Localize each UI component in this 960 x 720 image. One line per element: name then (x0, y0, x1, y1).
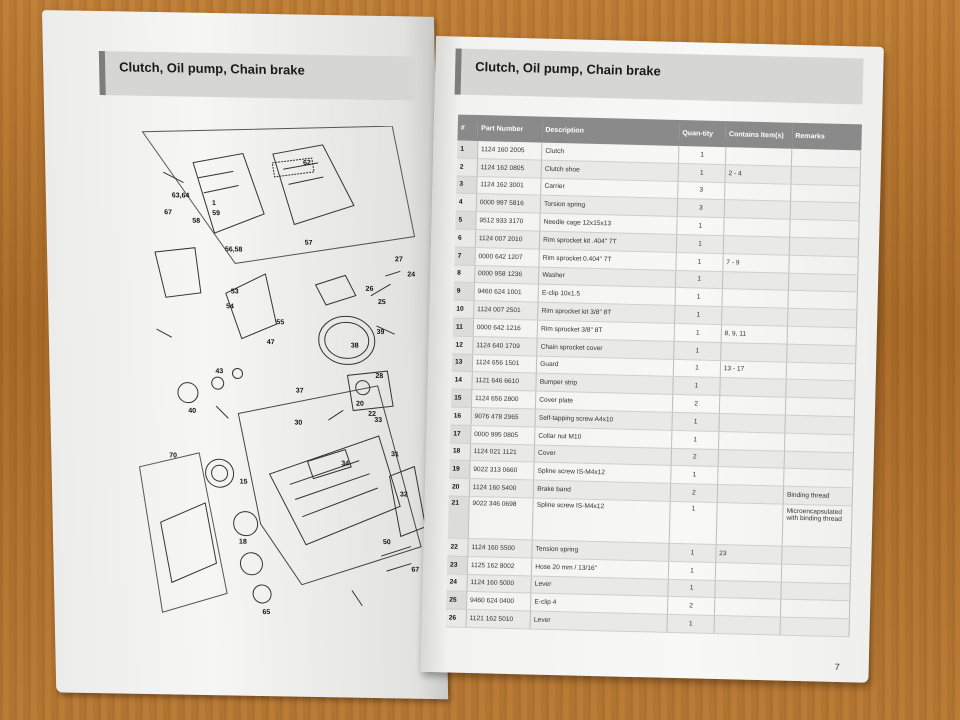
table-cell-part: 1121 646 6610 (472, 372, 537, 391)
table-cell-part: 0000 997 5816 (476, 194, 541, 213)
table-cell-qty: 1 (677, 217, 724, 236)
callout-label: 32 (399, 491, 408, 499)
right-page-title: Clutch, Oil pump, Chain brake (455, 48, 864, 104)
table-cell-part: 9076 478 2965 (471, 407, 536, 426)
callout-label: 24 (407, 271, 416, 279)
table-cell-qty: 2 (668, 597, 715, 616)
table-cell-num: 26 (446, 609, 467, 627)
table-cell-part: 1124 021 1121 (470, 443, 535, 462)
table-cell-items (723, 218, 790, 237)
table-cell-remarks (784, 451, 853, 470)
table-cell-qty: 1 (676, 252, 723, 271)
callout-label: 59 (212, 210, 221, 218)
callout-label: 20 (355, 400, 364, 408)
table-cell-num: 18 (450, 443, 471, 461)
table-cell-items (724, 182, 791, 201)
callout-label: 15 (239, 478, 248, 486)
table-cell-part: 9022 313 0660 (470, 461, 535, 480)
callout-label: 47 (266, 338, 275, 347)
table-cell-num: 2 (457, 158, 478, 176)
left-page-title: Clutch, Oil pump, Chain brake (99, 51, 416, 101)
table-cell-part: 1124 162 3001 (477, 176, 542, 195)
callout-label: 40 (188, 407, 197, 415)
table-cell-desc: Cover (534, 445, 671, 466)
table-cell-desc: Chain sprocket cover (537, 338, 674, 359)
table-cell-num: 7 (454, 247, 475, 265)
table-cell-items (719, 396, 786, 415)
table-cell-remarks (791, 184, 860, 203)
table-cell-qty: 1 (674, 341, 721, 360)
table-cell-remarks (788, 291, 857, 310)
table-cell-desc: Washer (539, 267, 676, 288)
callout-label: 57 (304, 239, 313, 247)
table-cell-qty: 1 (669, 561, 716, 580)
column-header: Quan-tity (679, 120, 726, 147)
table-cell-desc: Lever (530, 611, 667, 632)
table-cell-desc: Cover plate (536, 391, 673, 412)
table-cell-items: 13 - 17 (720, 360, 787, 379)
table-cell-qty: 1 (669, 501, 717, 544)
table-cell-desc: Lever (531, 576, 668, 597)
table-cell-num: 8 (454, 265, 475, 283)
table-cell-qty: 1 (673, 377, 720, 396)
table-cell-part: 1124 640 1709 (473, 336, 538, 355)
table-cell-desc: Collar nut M10 (535, 427, 672, 448)
callout-label: 18 (238, 538, 247, 546)
table-cell-remarks: Microencapsulated with binding thread (782, 504, 852, 548)
table-cell-desc: Clutch (542, 143, 679, 164)
column-header: # (457, 115, 478, 141)
table-cell-items (715, 562, 782, 581)
table-cell-desc: Hose 20 mm / 13/16" (532, 558, 669, 579)
callout-label: 50 (382, 539, 391, 547)
exploded-parts-diagram (122, 121, 433, 637)
callout-label: 54 (226, 303, 234, 311)
table-cell-desc: Rim sprocket 0.404" 7T (539, 249, 676, 270)
table-cell-num: 12 (452, 336, 473, 354)
table-cell-items (722, 271, 789, 290)
table-cell-num: 17 (450, 425, 471, 443)
table-cell-desc: Torsion spring (540, 195, 677, 216)
table-cell-qty: 3 (678, 181, 725, 200)
table-cell-part: 9512 933 3170 (476, 212, 541, 231)
table-cell-part: 1124 160 2005 (477, 141, 542, 160)
table-cell-qty: 1 (676, 234, 723, 253)
table-cell-remarks (787, 326, 856, 345)
table-cell-qty: 1 (674, 323, 721, 342)
callout-label: 38 (350, 342, 359, 350)
table-cell-desc: Guard (536, 356, 673, 377)
table-cell-part: 1124 160 5500 (468, 538, 533, 557)
table-cell-remarks (785, 433, 854, 452)
callout-label: 31 (391, 451, 399, 459)
callout-label: 1 (211, 200, 216, 208)
table-cell-desc: Rim sprocket kit 3/8" 8T (538, 302, 675, 323)
table-cell-num: 15 (451, 389, 472, 407)
right-page (420, 36, 883, 683)
column-header: Remarks (792, 123, 862, 151)
table-cell-items (720, 378, 787, 397)
table-cell-num: 10 (453, 300, 474, 318)
table-cell-part: 1124 656 1501 (472, 354, 537, 373)
table-cell-qty: 3 (677, 199, 724, 218)
table-cell-qty: 1 (672, 430, 719, 449)
callout-label: 34 (341, 460, 350, 468)
table-cell-part: 1124 162 0805 (477, 158, 542, 177)
table-cell-items (722, 289, 789, 308)
callout-label: 25 (377, 298, 386, 307)
table-cell-qty: 1 (671, 466, 718, 485)
table-cell-part: 0000 642 1216 (473, 318, 538, 337)
table-cell-num: 21 (448, 496, 469, 538)
table-cell-part: 1124 007 2010 (475, 230, 540, 249)
table-cell-part: 9460 624 0400 (466, 592, 531, 611)
table-cell-desc: E-clip 4 (531, 593, 668, 614)
table-cell-remarks (788, 273, 857, 292)
table-cell-items (717, 485, 784, 504)
table-cell-qty: 1 (675, 306, 722, 325)
table-cell-qty: 1 (678, 163, 725, 182)
column-header: Part Number (478, 115, 543, 143)
table-cell-remarks (787, 344, 856, 363)
table-cell-num: 3 (456, 176, 477, 194)
callout-label: 30 (294, 419, 303, 427)
table-cell-items: 23 (715, 544, 782, 563)
table-cell-items: 7 - 9 (723, 253, 790, 272)
table-cell-qty: 1 (672, 412, 719, 431)
callout-label: 33 (374, 416, 383, 425)
table-cell-part: 0000 642 1207 (475, 247, 540, 266)
table-cell-qty: 1 (679, 146, 726, 164)
table-cell-num: 14 (451, 371, 472, 389)
table-cell-remarks (789, 255, 858, 274)
column-header: Description (542, 117, 680, 146)
table-cell-qty: 2 (673, 395, 720, 414)
table-cell-desc: Clutch shoe (541, 160, 678, 181)
callout-label: 62 (302, 159, 311, 167)
table-cell-part: 1125 162 8002 (467, 556, 532, 575)
table-cell-qty: 1 (675, 288, 722, 307)
callout-label: 58 (192, 217, 201, 225)
table-cell-desc: Tension spring (532, 540, 669, 561)
table-cell-part: 1124 160 5400 (469, 479, 534, 498)
table-cell-num: 5 (455, 211, 476, 229)
table-cell-part: 1124 160 5000 (467, 574, 532, 593)
right-page-number: 7 (834, 661, 840, 673)
parts-table (446, 115, 862, 638)
table-cell-part: 9022 346 0698 (468, 496, 533, 540)
table-cell-desc: Rim sprocket 3/8" 8T (537, 320, 674, 341)
table-cell-desc: Spline screw IS-M4x12 (534, 462, 671, 483)
table-cell-remarks (784, 468, 853, 487)
table-cell-items (719, 413, 786, 432)
table-cell-remarks (781, 564, 850, 583)
callout-label: 67 (411, 566, 420, 574)
table-cell-desc: E-clip 10x1.5 (538, 284, 675, 305)
table-cell-num: 24 (446, 573, 467, 591)
table-cell-part: 1121 162 5010 (466, 610, 531, 629)
table-cell-items (714, 616, 781, 635)
table-cell-remarks (792, 149, 861, 168)
callout-label: 65 (262, 608, 271, 617)
callout-label: 56,58 (224, 246, 243, 254)
table-cell-remarks (790, 219, 859, 238)
table-cell-items (717, 467, 784, 486)
callout-label: 39 (376, 328, 385, 337)
table-cell-remarks (789, 237, 858, 256)
table-cell-qty: 2 (670, 484, 717, 503)
callout-label: 70 (169, 452, 178, 460)
table-cell-remarks (782, 546, 851, 565)
table-cell-qty: 1 (669, 543, 716, 562)
callout-label: 67 (164, 209, 173, 217)
table-cell-qty: 1 (668, 579, 715, 598)
table-cell-remarks (786, 380, 855, 399)
table-cell-part: 0000 958 1236 (474, 265, 539, 284)
table-cell-qty: 1 (667, 614, 714, 633)
table-cell-desc: Rim sprocket kit .404" 7T (540, 231, 677, 252)
table-cell-num: 9 (454, 282, 475, 300)
table-cell-items (716, 502, 783, 546)
table-cell-desc: Brake band (533, 480, 670, 501)
table-cell-num: 4 (456, 193, 477, 211)
callout-label: 28 (375, 372, 384, 381)
table-cell-remarks (791, 166, 860, 185)
table-cell-items (715, 580, 782, 599)
table-cell-part: 0000 995 0805 (470, 425, 535, 444)
callout-label: 22 (368, 410, 377, 418)
table-cell-items (721, 307, 788, 326)
table-cell-qty: 1 (676, 270, 723, 289)
table-cell-remarks (788, 308, 857, 327)
callout-label: 53 (230, 288, 239, 296)
table-cell-num: 16 (451, 407, 472, 425)
table-cell-remarks (785, 415, 854, 434)
callout-label: 63,64 (171, 192, 190, 200)
table-cell-remarks (786, 362, 855, 381)
table-cell-part: 9460 624 1001 (474, 283, 539, 302)
table-cell-items (718, 431, 785, 450)
callout-label: 55 (276, 319, 285, 327)
table-cell-items (725, 147, 792, 166)
table-cell-num: 11 (453, 318, 474, 336)
table-cell-remarks (785, 397, 854, 416)
left-page (42, 10, 448, 699)
table-cell-num: 13 (452, 354, 473, 372)
table-cell-num: 23 (447, 556, 468, 574)
table-cell-num: 19 (449, 460, 470, 478)
table-cell-items: 8, 9, 11 (721, 325, 788, 344)
table-cell-num: 20 (449, 478, 470, 496)
table-cell-desc: Bumper strip (536, 373, 673, 394)
table-cell-qty: 2 (671, 448, 718, 467)
table-cell-desc: Self-tapping screw A4x10 (535, 409, 672, 430)
column-header: Contains Item(s) (726, 121, 793, 149)
table-cell-num: 22 (447, 538, 468, 556)
callout-label: 26 (365, 285, 374, 293)
table-cell-desc: Carrier (541, 178, 678, 199)
table-cell-qty: 1 (673, 359, 720, 378)
table-cell-num: 6 (455, 229, 476, 247)
table-cell-part: 1124 007 2501 (473, 301, 538, 320)
parts-table-body (446, 141, 861, 637)
table-cell-remarks (781, 582, 850, 601)
table-cell-items (714, 598, 781, 617)
table-cell-num: 1 (457, 141, 478, 159)
table-cell-items (718, 449, 785, 468)
table-cell-desc: Needle cage 12x15x13 (540, 213, 677, 234)
table-cell-remarks: Binding thread (783, 486, 852, 505)
table-cell-part: 1124 656 2800 (471, 390, 536, 409)
table-cell-items (724, 200, 791, 219)
table-cell-items (723, 236, 790, 255)
table-cell-remarks (781, 599, 850, 618)
table-cell-remarks (790, 202, 859, 221)
table-cell-remarks (780, 617, 849, 636)
table-cell-items: 2 - 4 (725, 164, 792, 183)
table-cell-num: 25 (446, 591, 467, 609)
callout-label: 43 (215, 368, 224, 376)
table-cell-items (720, 342, 787, 361)
table-cell-desc: Spline screw IS-M4x12 (532, 498, 670, 543)
callout-label: 37 (295, 387, 304, 395)
callout-label: 27 (394, 256, 403, 264)
